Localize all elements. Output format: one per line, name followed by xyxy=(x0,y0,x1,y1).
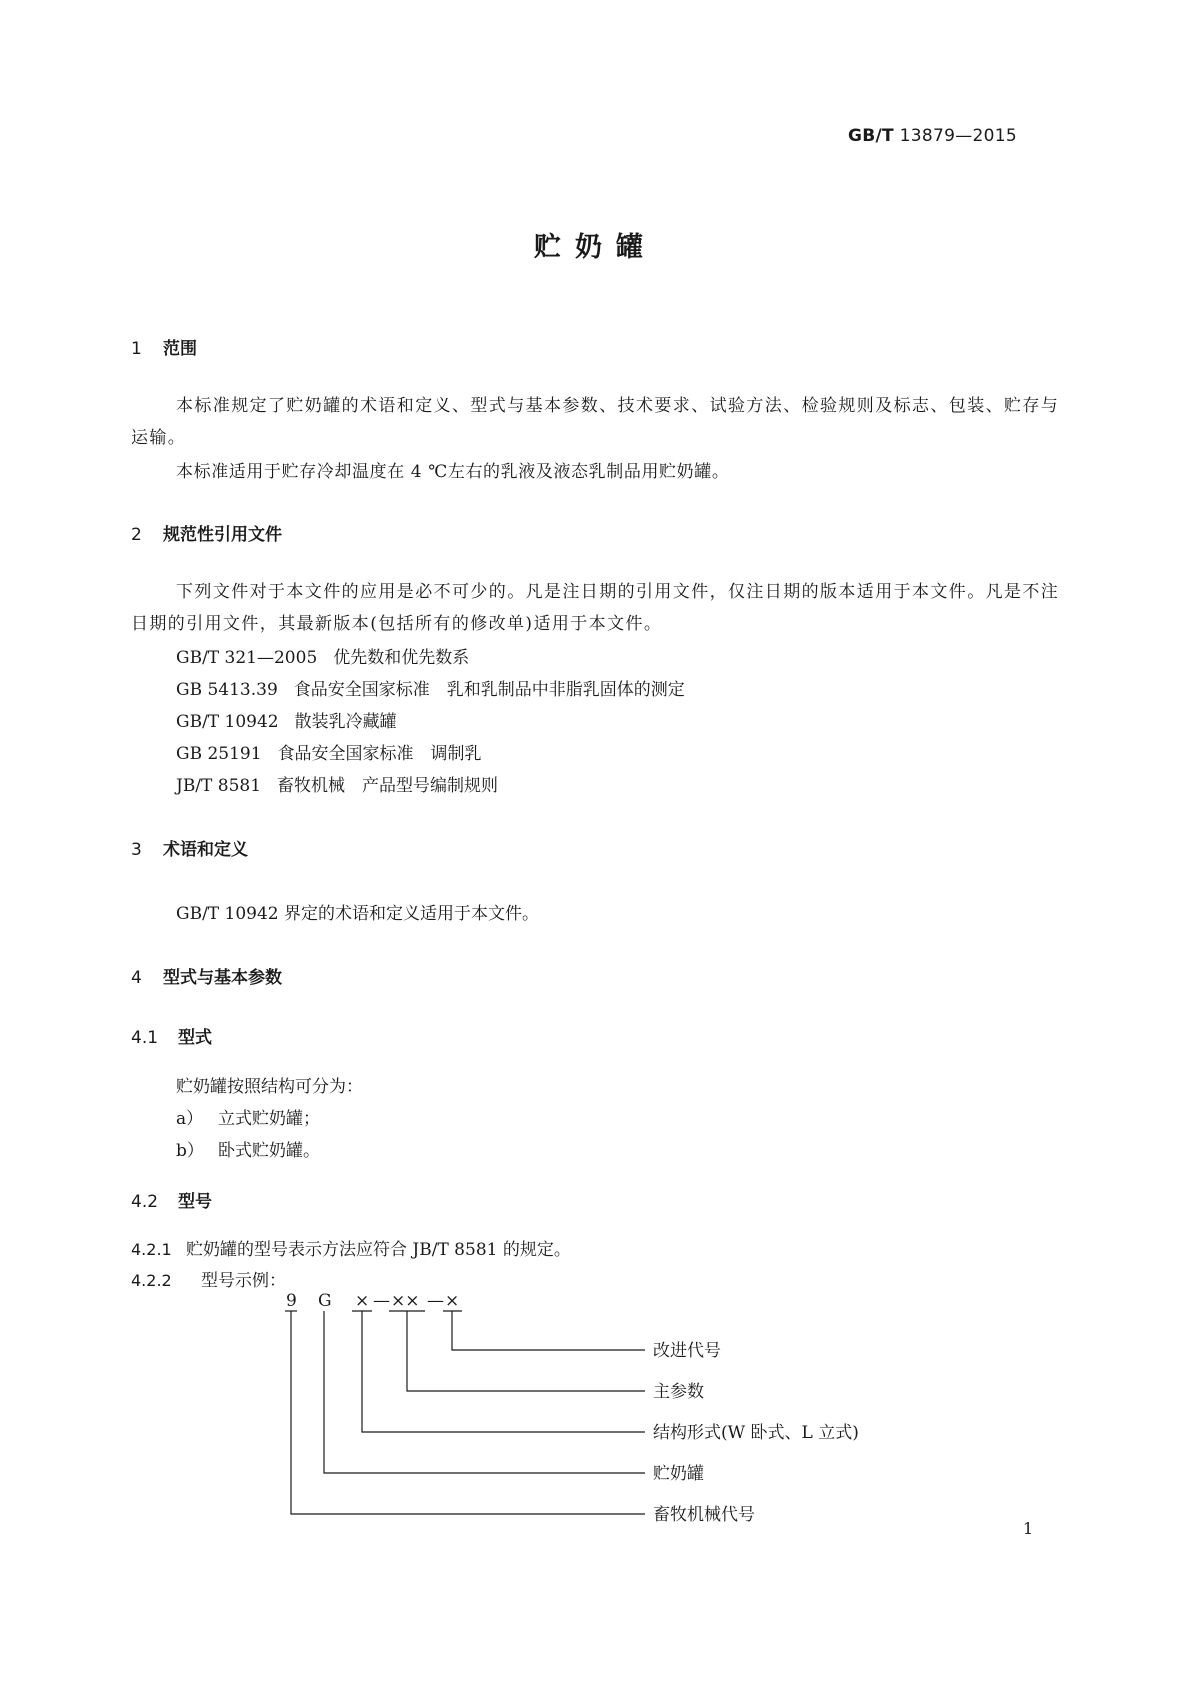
leader-structure-form xyxy=(362,1311,645,1432)
page-title: 贮奶罐 xyxy=(534,232,657,263)
section-title: 术语和定义 xyxy=(163,840,248,860)
code-digit-9: 9 xyxy=(286,1291,297,1311)
code-letter-g: G xyxy=(318,1291,332,1311)
code-parameter-mark: ×× xyxy=(391,1291,420,1311)
leader-improvement-code xyxy=(452,1311,645,1350)
section-title: 型式 xyxy=(178,1028,212,1048)
reference-code: GB 25191 xyxy=(176,744,262,764)
page-number: 1 xyxy=(1023,1519,1034,1538)
section-number: 3 xyxy=(131,840,142,860)
section-title: 范围 xyxy=(163,339,197,359)
list-marker: b） xyxy=(176,1141,204,1161)
clause-number: 4.2.1 xyxy=(131,1240,172,1259)
section-title: 型式与基本参数 xyxy=(163,968,282,988)
section-number: 4.1 xyxy=(131,1028,159,1048)
reference-code: GB/T 321—2005 xyxy=(176,648,318,668)
section-title: 型号 xyxy=(178,1192,212,1212)
section-number: 4.2 xyxy=(131,1192,159,1212)
section-number: 1 xyxy=(131,339,142,359)
label-main-parameter: 主参数 xyxy=(653,1382,704,1402)
leader-milk-tank xyxy=(324,1311,645,1473)
section-number: 4 xyxy=(131,968,142,988)
list-marker: a） xyxy=(176,1109,204,1129)
clause-text: 贮奶罐的型号表示方法应符合 JB/T 8581 的规定。 xyxy=(186,1240,571,1260)
code-dash: — xyxy=(373,1291,390,1311)
label-machinery-code: 畜牧机械代号 xyxy=(653,1505,755,1525)
list-text: 立式贮奶罐； xyxy=(218,1109,320,1129)
section-2-paragraph-1: 下列文件对于本文件的应用是必不可少的。凡是注日期的引用文件，仅注日期的版本适用于本文件。凡是不注日期的引用文件，其最新版本(包括所有的修改单)适用于本文件。 xyxy=(131,582,1060,634)
section-1-paragraph-1: 本标准规定了贮奶罐的术语和定义、型式与基本参数、技术要求、试验方法、检验规则及标志、包装、贮存与运输。 xyxy=(131,396,1060,448)
reference-name: 优先数和优先数系 xyxy=(333,648,470,668)
reference-code: GB/T 10942 xyxy=(176,712,279,732)
clause-text: 型号示例： xyxy=(201,1271,286,1291)
reference-name: 食品安全国家标准 调制乳 xyxy=(277,744,482,764)
list-text: 卧式贮奶罐。 xyxy=(218,1141,320,1161)
section-3-paragraph-1: GB/T 10942 界定的术语和定义适用于本文件。 xyxy=(176,904,540,924)
reference-name: 散装乳冷藏罐 xyxy=(294,712,397,732)
clause-number: 4.2.2 xyxy=(131,1271,172,1290)
label-improvement-code: 改进代号 xyxy=(653,1341,721,1361)
code-dash: — xyxy=(427,1291,444,1311)
leader-main-parameter xyxy=(407,1311,645,1391)
document-code-number: 13879—2015 xyxy=(899,126,1017,146)
label-milk-tank: 贮奶罐 xyxy=(653,1464,704,1484)
code-improvement-mark: × xyxy=(445,1291,460,1311)
leader-machinery-code xyxy=(291,1311,645,1514)
reference-code: GB 5413.39 xyxy=(176,680,278,700)
section-number: 2 xyxy=(131,525,142,545)
document-code-prefix: GB/T xyxy=(848,126,894,146)
section-title: 规范性引用文件 xyxy=(163,525,282,545)
reference-code: JB/T 8581 xyxy=(176,776,262,796)
reference-name: 食品安全国家标准 乳和乳制品中非脂乳固体的测定 xyxy=(293,680,685,700)
section-4-1-intro: 贮奶罐按照结构可分为： xyxy=(176,1077,363,1097)
label-structure-form: 结构形式(W 卧式、L 立式) xyxy=(653,1423,859,1443)
code-structure-mark: × xyxy=(355,1291,370,1311)
reference-name: 畜牧机械 产品型号编制规则 xyxy=(277,776,499,796)
section-1-paragraph-2: 本标准适用于贮存冷却温度在 4 ℃左右的乳液及液态乳制品用贮奶罐。 xyxy=(176,462,730,482)
